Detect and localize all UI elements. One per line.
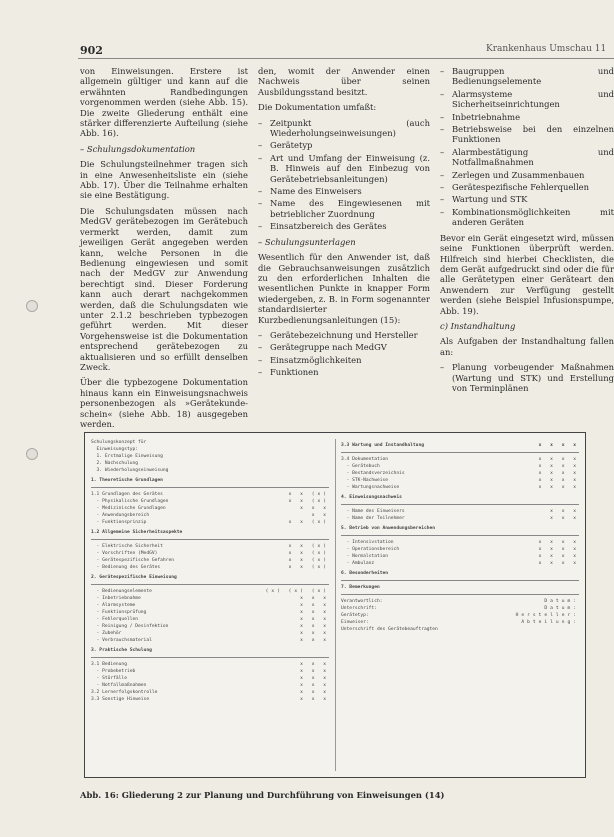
form-row	[91, 588, 329, 595]
form-row-label: 2. Nachschulung	[91, 461, 139, 466]
form-row-label: Einweiser:	[341, 620, 369, 625]
form-rule	[91, 657, 329, 658]
form-row-label: 3.3 Wartung und Instandhaltung	[341, 443, 424, 448]
list-item: – Baugruppen und Bedienungselemente	[440, 66, 614, 87]
form-row-label: Unterschrift des Gerätebeauftragten	[341, 627, 438, 632]
form-row-marks: x x	[311, 513, 329, 518]
form-row-marks: x x (x)	[288, 544, 329, 549]
list-item: – Gerätespezifische Fehlerquellen	[440, 182, 614, 192]
form-row	[91, 564, 329, 571]
form-row	[91, 439, 329, 446]
form-row-label: - Gerätespezifische Gefahren	[91, 558, 174, 563]
form-row-marks: Abteilung:	[521, 620, 579, 625]
section-heading: – Schulungsunterlagen	[258, 236, 356, 247]
form-row-marks: x x x	[550, 516, 579, 521]
form-row	[341, 515, 579, 522]
form-row-label: - Störfälle	[91, 676, 127, 681]
form-row-marks: x x x	[300, 603, 329, 608]
form-row-label: - Zubehör	[91, 631, 122, 636]
figure-form-scan	[84, 432, 586, 778]
punch-hole-mark	[26, 448, 38, 460]
form-row-label: - Elektrische Sicherheit	[91, 544, 163, 549]
form-row-label: - Bedienungselemente	[91, 589, 152, 594]
list-item: – Gerätebezeichnung und Hersteller	[258, 330, 430, 340]
form-row-label: - Verbrauchsmaterial	[91, 638, 152, 643]
list-item: – Inbetriebnahme	[440, 112, 614, 122]
list-item: – Betriebsweise bei den einzelnen Funktionen	[440, 124, 614, 145]
list-item: – Alarmsysteme und Sicherheitseinrichtungen	[440, 89, 614, 110]
form-row-marks: x x (x)	[288, 558, 329, 563]
list-item: – Name des Eingewiesenen mit betrieblicher Zuordnung	[258, 198, 430, 219]
form-row	[341, 477, 579, 484]
form-row-label: - Bestandsverzeichnis	[341, 471, 405, 476]
form-row	[91, 682, 329, 689]
form-row-marks: x x x x	[538, 485, 579, 490]
form-row-label: 3. Wiederholungseinweisung	[91, 468, 169, 473]
paragraph: Wesentlich für den Anwender ist, daß die Gebrauchsanweisungen zusätzlich zu den erforderlichen Inhalten die wesentlichen Punkte in knapper Form wiedergeben, z. B. in Form sogenannter standardisierter Kurzbedienungsanleitungen (15):	[258, 252, 430, 325]
form-row	[91, 661, 329, 668]
list-item: – Funktionen	[258, 367, 430, 377]
form-row-marks: x x x x	[538, 554, 579, 559]
form-row	[341, 508, 579, 515]
list-item: – Zeitpunkt (auch Wiederholungseinweisungen)	[258, 118, 430, 139]
form-row-label: - Name des Einweisers	[341, 509, 405, 514]
form-row	[341, 525, 579, 532]
form-row-label: Unterschrift:	[341, 606, 377, 611]
figure-right-column	[341, 439, 579, 771]
form-row	[91, 557, 329, 564]
form-row	[91, 477, 329, 484]
list-item: – Gerätetyp	[258, 140, 430, 150]
form-row	[91, 453, 329, 460]
text-column-3	[440, 66, 614, 398]
form-row-marks: x x x	[300, 669, 329, 674]
paragraph: von Einweisungen. Erstere ist allgemein gültiger und kann auf die erwähnten Randbedingungen vorgenommen werden (siehe Abb. 15). Die zweite Gliederung enthält eine stärker differenzierte Aufteilung (siehe Abb. 16).	[80, 66, 248, 139]
text-column-2	[258, 66, 430, 383]
form-row	[341, 612, 579, 619]
form-row-label: - Vorschriften (MedGV)	[91, 551, 158, 556]
form-row-label: - Wartungsnachweise	[341, 485, 400, 490]
form-row-label: Schulungskonzept für	[91, 440, 147, 445]
form-row	[341, 463, 579, 470]
form-row-marks: x x x	[300, 596, 329, 601]
form-row-marks: x x x x	[538, 464, 579, 469]
paragraph: Über die typbezogene Dokumentation hinaus kann ein Einweisungsnachweis personenbezogen als »Gerätekunde-schein« (siehe Abb. 18) ausgegeben werden.	[80, 377, 248, 429]
form-rule	[91, 584, 329, 585]
form-row-label: Gerätetyp:	[341, 613, 369, 618]
form-row-marks: x x x x	[538, 443, 579, 448]
form-row-marks: x x x	[300, 631, 329, 636]
form-row-label: - Medizinische Grundlagen	[91, 506, 166, 511]
form-rule	[341, 535, 579, 536]
form-row	[341, 605, 579, 612]
list-item: – Wartung und STK	[440, 194, 614, 204]
figure-caption: Abb. 16: Gliederung 2 zur Planung und Durchführung von Einweisungen (14)	[80, 790, 445, 800]
form-row-label: - Name der Teilnehmer	[341, 516, 405, 521]
paragraph: Die Schulungsteilnehmer tragen sich in eine Anwesenheitsliste ein (siehe Abb. 17). Über die Teilnahme erhalten sie eine Bestätigung.	[80, 159, 248, 201]
form-row-marks: x x x x	[538, 478, 579, 483]
page-number: 902	[80, 44, 103, 57]
form-row	[341, 598, 579, 605]
form-row	[91, 647, 329, 654]
form-rule	[341, 594, 579, 595]
form-row-label: 3. Praktische Schulung	[91, 648, 152, 653]
form-row-label: - STK-Nachweise	[341, 478, 389, 483]
section-heading: c) Instandhaltung	[440, 320, 516, 331]
form-row	[91, 602, 329, 609]
form-row-label: 6. Besonderheiten	[341, 571, 389, 576]
form-row-label: - Normalstation	[341, 554, 389, 559]
form-row-label: - Ambulanz	[341, 561, 375, 566]
form-row-marks: Datum:	[544, 599, 579, 604]
list-item: – Kombinationsmöglichkeiten mit anderen Geräten	[440, 207, 614, 228]
form-row-label: - Reinigung / Desinfektion	[91, 624, 169, 629]
form-row-label: Einweisungstyp:	[91, 447, 139, 452]
form-row-marks: x x (x)	[288, 565, 329, 570]
form-row	[341, 484, 579, 491]
form-row-marks: x x x	[300, 506, 329, 511]
form-row-label: 4. Einweisungsnachweis	[341, 495, 402, 500]
form-row-label: 1.2 Allgemeine Sicherheitsaspekte	[91, 530, 183, 535]
running-title: Krankenhaus Umschau 11	[486, 44, 607, 54]
form-row	[341, 494, 579, 501]
form-row	[341, 456, 579, 463]
form-row	[91, 689, 329, 696]
bullet-list	[258, 330, 430, 378]
form-rule	[341, 504, 579, 505]
list-item: – Zerlegen und Zusammenbauen	[440, 170, 614, 180]
bullet-list	[440, 66, 614, 228]
form-row-label: - Gerätebuch	[341, 464, 380, 469]
form-row-marks: x x x	[300, 617, 329, 622]
form-row-label: 3.2 Lernerfolgskontrolle	[91, 690, 158, 695]
form-rule	[91, 539, 329, 540]
form-row-label: - Bedienung des Gerätes	[91, 565, 161, 570]
form-row-label: 3.1 Bedienung	[91, 662, 127, 667]
form-rule	[341, 580, 579, 581]
form-row	[91, 637, 329, 644]
text-column-1	[80, 66, 248, 434]
paragraph: den, womit der Anwender einen Nachweis über seinen Ausbildungsstand besitzt.	[258, 66, 430, 97]
form-row-label: - Operationsbereich	[341, 547, 400, 552]
paragraph: Als Aufgaben der Instandhaltung fallen an:	[440, 336, 614, 357]
form-row-marks: x x (x)	[288, 520, 329, 525]
form-row	[91, 616, 329, 623]
form-row-marks: Datum:	[544, 606, 579, 611]
form-row	[341, 546, 579, 553]
form-row-marks: x x x	[550, 509, 579, 514]
form-row-label: 1. Theoretische Grundlagen	[91, 478, 163, 483]
form-row	[341, 470, 579, 477]
form-row-label: 7. Bemerkungen	[341, 585, 380, 590]
form-row	[341, 570, 579, 577]
form-row	[91, 543, 329, 550]
form-row-label: - Funktionsprinzip	[91, 520, 147, 525]
form-row-marks: x x x	[300, 624, 329, 629]
list-item: – Alarmbestätigung und Notfallmaßnahmen	[440, 147, 614, 168]
form-row	[341, 584, 579, 591]
form-row-label: - Inbetriebnahme	[91, 596, 141, 601]
list-item: – Gerätegruppe nach MedGV	[258, 342, 430, 352]
header-rule	[78, 58, 614, 59]
form-row-marks: x x x	[300, 662, 329, 667]
form-rule	[91, 487, 329, 488]
form-row-label: - Intensivstation	[341, 540, 394, 545]
bullet-list	[440, 362, 614, 393]
form-row	[91, 609, 329, 616]
form-row-label: - Anwendungsbereich	[91, 513, 150, 518]
form-row	[341, 553, 579, 560]
form-row	[91, 668, 329, 675]
form-row-label: 5. Betrieb von Anwendungsbereichen	[341, 526, 436, 531]
form-row-marks: x x x	[300, 690, 329, 695]
figure-divider	[335, 439, 336, 771]
form-row	[91, 595, 329, 602]
form-row	[91, 446, 329, 453]
form-row	[91, 529, 329, 536]
form-row-label: - Notfallmaßnahmen	[91, 683, 147, 688]
list-item: – Art und Umfang der Einweisung (z. B. Hinweis auf den Einbezug von Gerätebetriebsanleitungen)	[258, 153, 430, 184]
form-row-label: - Fehlerquellen	[91, 617, 139, 622]
list-item: – Planung vorbeugender Maßnahmen (Wartung und STK) und Erstellung von Terminplänen	[440, 362, 614, 393]
form-row	[341, 626, 579, 633]
section-heading: – Schulungsdokumentation	[80, 143, 196, 154]
form-row-label: - Physikalische Grundlagen	[91, 499, 169, 504]
form-row-marks: x x x x	[538, 561, 579, 566]
form-row-label: - Probebetrieb	[91, 669, 136, 674]
form-row	[91, 696, 329, 703]
paragraph: Bevor ein Gerät eingesetzt wird, müssen seine Funktionen überprüft werden. Hilfreich sind hierbei Checklisten, die dem Gerät aufgedruckt sind oder die für alle Gerätetypen einer Geräteart den Anwendern zur Verfügung gestellt werden (siehe Beispiel Infusionspumpe, Abb. 19).	[440, 232, 614, 316]
form-row	[91, 574, 329, 581]
form-row-marks: x x x x	[538, 547, 579, 552]
form-row-marks: x x x	[300, 683, 329, 688]
form-row	[91, 630, 329, 637]
paragraph: Die Schulungsdaten müssen nach MedGV gerätebezogen im Gerätebuch vermerkt werden, damit zum jeweiligen Gerät angegeben werden kann, welche Personen in die Bedienung eingewiesen und somit nach der MedGV zur Anwendung berechtigt sind. Dieser Forderung kann auch derart nachgekommen werden, daß die Schulungsdaten wie unter 2.1.2 beschrieben typbezogen geführt werden. Mit dieser Vorgehensweise ist die Dokumentation entsprechend gerätebezogen zu aktualisieren und so erfüllt denselben Zweck.	[80, 205, 248, 372]
form-row-label: - Alarmsysteme	[91, 603, 136, 608]
form-row-label: - Funktionsprüfung	[91, 610, 147, 615]
form-row	[91, 491, 329, 498]
form-row	[341, 560, 579, 567]
form-row-marks: x x x	[300, 697, 329, 702]
form-rule	[341, 452, 579, 453]
form-row	[91, 467, 329, 474]
form-row-marks: x x (x)	[288, 499, 329, 504]
form-row	[91, 498, 329, 505]
form-row	[91, 512, 329, 519]
form-row-marks: x x x x	[538, 471, 579, 476]
form-row-label: Verantwortlich:	[341, 599, 383, 604]
form-row	[91, 460, 329, 467]
form-row-marks: (x) (x) (x)	[265, 589, 329, 594]
form-row	[91, 550, 329, 557]
form-row	[341, 442, 579, 449]
form-row-label: 1.1 Grundlagen des Gerätes	[91, 492, 163, 497]
figure-left-column	[91, 439, 329, 771]
form-row-label: 3.4 Dokumentation	[341, 457, 389, 462]
form-row-marks: Hersteller:	[515, 613, 579, 618]
list-item: – Einsatzbereich des Gerätes	[258, 221, 430, 231]
list-item: – Name des Einweisers	[258, 186, 430, 196]
form-row-marks: x x (x)	[288, 551, 329, 556]
form-row-label: 2. Gerätespezifische Einweisung	[91, 575, 177, 580]
form-row-marks: x x x x	[538, 457, 579, 462]
form-row	[341, 539, 579, 546]
form-row	[91, 519, 329, 526]
form-row-marks: x x x x	[538, 540, 579, 545]
punch-hole-mark	[26, 300, 38, 312]
form-row-marks: x x x	[300, 638, 329, 643]
bullet-list	[258, 118, 430, 232]
form-row-marks: x x x	[300, 676, 329, 681]
form-row	[91, 505, 329, 512]
form-row-marks: x x (x)	[288, 492, 329, 497]
list-item: – Einsatzmöglichkeiten	[258, 355, 430, 365]
form-row-label: 3.3 Sonstige Hinweise	[91, 697, 150, 702]
form-row	[91, 623, 329, 630]
paragraph: Die Dokumentation umfaßt:	[258, 102, 377, 113]
form-row-label: 1. Erstmalige Einweisung	[91, 454, 163, 459]
form-row-marks: x x x	[300, 610, 329, 615]
form-row	[341, 619, 579, 626]
form-row	[91, 675, 329, 682]
